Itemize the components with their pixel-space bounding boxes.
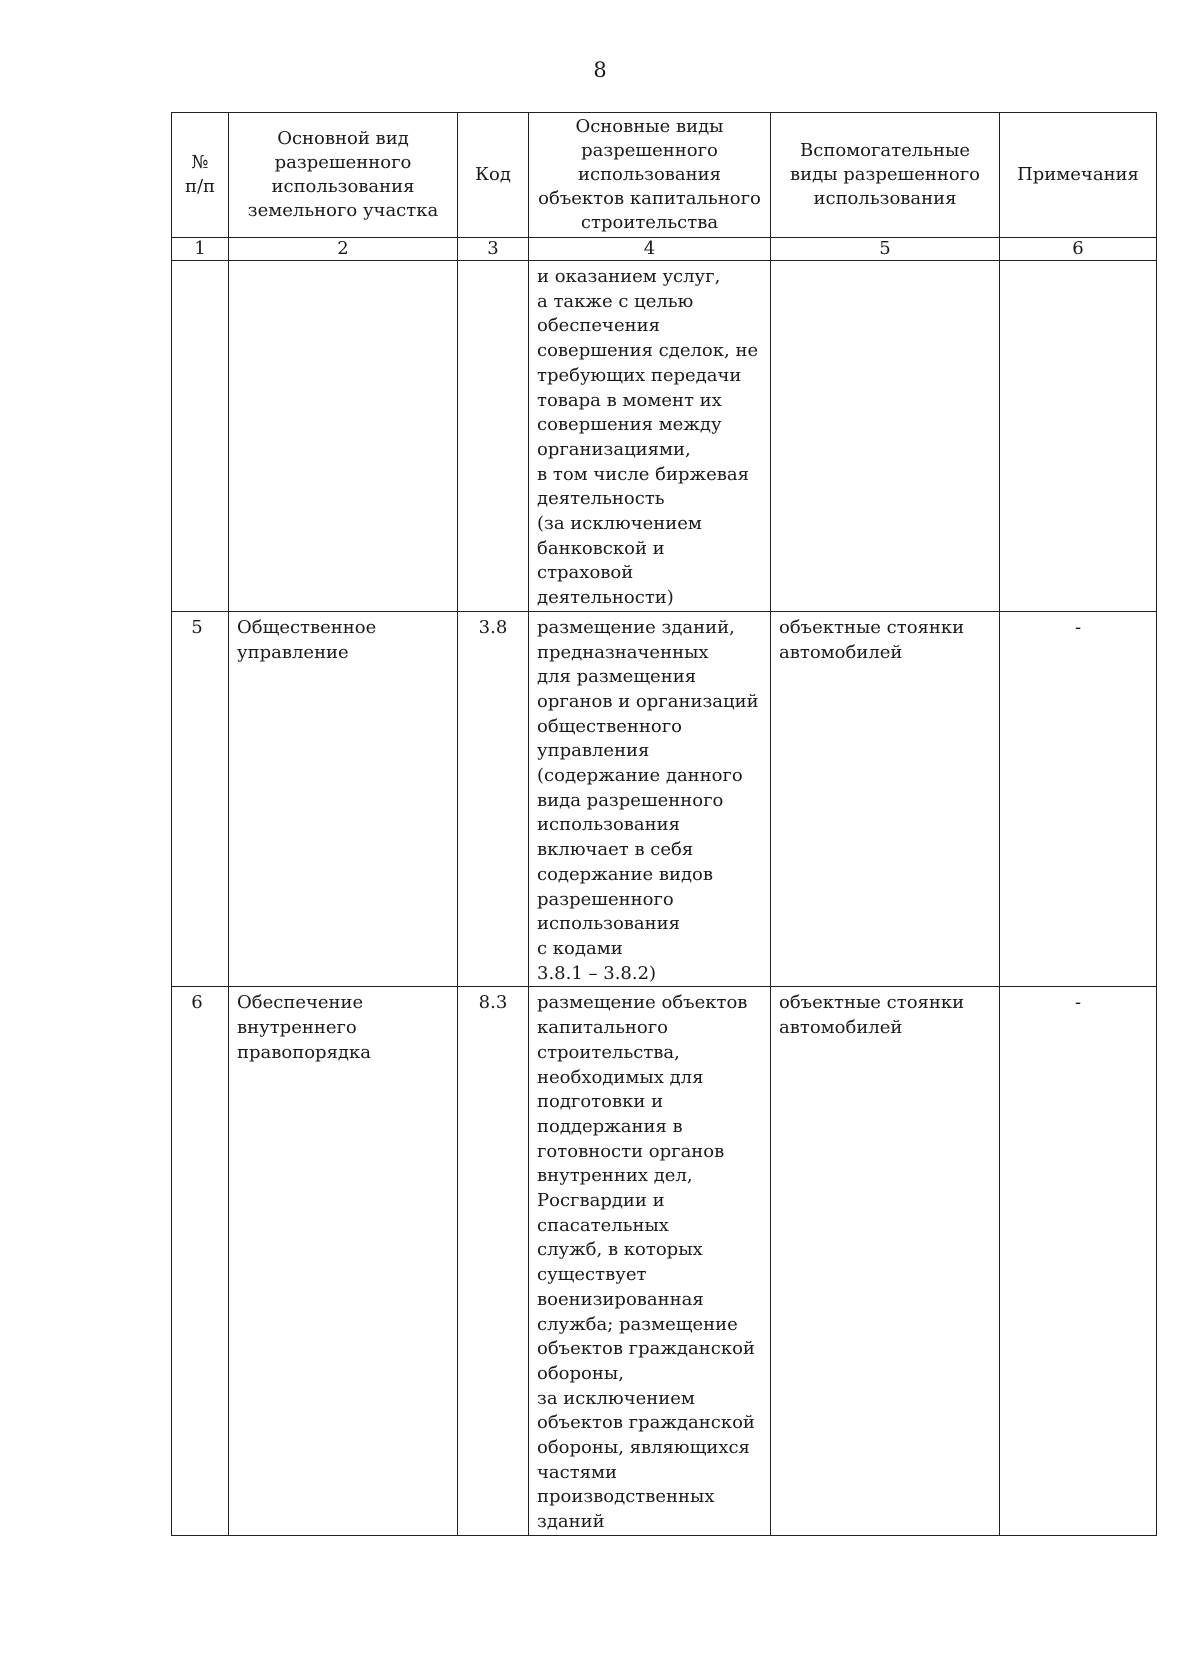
text-line: вида разрешенного xyxy=(537,789,724,811)
header-line: Код xyxy=(475,164,511,185)
header-line: п/п xyxy=(184,176,216,197)
text-line: служб, в которых xyxy=(537,1239,703,1261)
table-row-continuation xyxy=(172,261,1157,612)
text-line: организациями, xyxy=(537,438,691,460)
use-code: 3.8 xyxy=(458,611,529,987)
text-line: служба; размещение xyxy=(537,1313,738,1335)
text-line: объектов гражданской xyxy=(537,1412,755,1434)
text-line: в том числе биржевая xyxy=(537,463,749,485)
text-line: Обеспечение xyxy=(237,992,364,1014)
text-line: обеспечения xyxy=(537,315,660,337)
text-line: совершения сделок, не xyxy=(537,340,759,362)
notes: - xyxy=(1000,611,1157,987)
column-number: 5 xyxy=(771,238,1000,261)
header-row xyxy=(172,113,1157,238)
header-cell xyxy=(458,113,529,238)
use-name xyxy=(229,987,458,1535)
text-line: содержание видов xyxy=(537,863,714,885)
text-line: производственных xyxy=(537,1486,715,1508)
text-line: для размещения xyxy=(537,666,697,688)
header-line: использования xyxy=(271,176,415,197)
text-line: существует xyxy=(537,1264,647,1286)
column-number: 2 xyxy=(229,238,458,261)
text-line: органов и организаций xyxy=(537,690,759,712)
header-cell xyxy=(529,113,771,238)
text-line: страховой xyxy=(537,562,634,584)
header-line: разрешенного xyxy=(581,140,718,161)
auxiliary-uses xyxy=(771,261,1000,612)
column-number: 6 xyxy=(1000,238,1157,261)
main-capital-uses xyxy=(529,987,771,1535)
text-line: объектов гражданской xyxy=(537,1338,755,1360)
notes: - xyxy=(1000,987,1157,1535)
text-line: Росгвардии и xyxy=(537,1190,665,1212)
text-line: предназначенных xyxy=(537,641,709,663)
text-line: деятельность xyxy=(537,488,665,510)
notes xyxy=(1000,261,1157,612)
text-line: необходимых для xyxy=(537,1066,704,1088)
text-line: строительства, xyxy=(537,1041,680,1063)
main-capital-uses xyxy=(529,261,771,612)
main-capital-uses xyxy=(529,611,771,987)
text-line: спасательных xyxy=(537,1214,669,1236)
text-line: с кодами xyxy=(537,937,623,959)
auxiliary-uses xyxy=(771,611,1000,987)
column-number-row xyxy=(172,238,1157,261)
header-line: объектов капитального xyxy=(538,188,761,209)
row-number: 6 xyxy=(172,987,229,1535)
header-line: строительства xyxy=(580,212,719,233)
text-line: правопорядка xyxy=(237,1041,371,1063)
text-line: обороны, xyxy=(537,1362,624,1384)
text-line: за исключением xyxy=(537,1387,695,1409)
text-line: объектные стоянки xyxy=(779,992,965,1014)
text-line: капитального xyxy=(537,1017,669,1039)
header-line: Примечания xyxy=(1017,164,1139,185)
text-line: размещение объектов xyxy=(537,992,748,1014)
text-line: а также с целью xyxy=(537,290,694,312)
text-line: обороны, являющихся xyxy=(537,1437,750,1459)
land-use-table xyxy=(171,112,1157,1536)
header-line: разрешенного xyxy=(274,152,412,173)
text-line: 3.8.1 – 3.8.2) xyxy=(537,962,657,984)
text-line: размещение зданий, xyxy=(537,616,735,638)
text-line: банковской и xyxy=(537,537,665,559)
header-cell xyxy=(771,113,1000,238)
text-line: общественного xyxy=(537,715,682,737)
page-number: 8 xyxy=(593,58,607,82)
header-line: Вспомогательные xyxy=(800,140,970,161)
row-number: 5 xyxy=(172,611,229,987)
text-line: включает в себя xyxy=(537,839,694,861)
text-line: объектные стоянки xyxy=(779,616,965,638)
column-number: 3 xyxy=(458,238,529,261)
text-line: совершения между xyxy=(537,414,722,436)
header-cell xyxy=(229,113,458,238)
header-line: использования xyxy=(577,164,721,185)
text-line: использования xyxy=(537,814,681,836)
text-line: внутреннего xyxy=(237,1017,357,1039)
text-line: зданий xyxy=(537,1511,605,1533)
text-line: разрешенного xyxy=(537,888,674,910)
table-row xyxy=(172,611,1157,987)
text-line: автомобилей xyxy=(779,1017,903,1039)
use-name xyxy=(229,261,458,612)
row-number xyxy=(172,261,229,612)
text-line: подготовки и xyxy=(537,1091,664,1113)
use-code xyxy=(458,261,529,612)
column-number: 4 xyxy=(529,238,771,261)
header-line: Основной вид xyxy=(277,128,409,149)
text-line: требующих передачи xyxy=(537,364,742,386)
header-line: земельного участка xyxy=(247,200,439,221)
text-line: внутренних дел, xyxy=(537,1165,693,1187)
auxiliary-uses xyxy=(771,987,1000,1535)
text-line: готовности органов xyxy=(537,1140,725,1162)
text-line: Общественное xyxy=(237,616,377,638)
header-line: № xyxy=(191,152,209,173)
text-line: управления xyxy=(537,740,650,762)
header-line: использования xyxy=(813,188,957,209)
text-line: (содержание данного xyxy=(537,765,743,787)
text-line: (за исключением xyxy=(537,513,702,535)
use-name xyxy=(229,611,458,987)
header-line: Основные виды xyxy=(575,116,724,137)
text-line: управление xyxy=(237,641,349,663)
header-cell xyxy=(1000,113,1157,238)
column-number: 1 xyxy=(172,238,229,261)
text-line: поддержания в xyxy=(537,1115,683,1137)
header-line: виды разрешенного xyxy=(790,164,980,185)
text-line: частями xyxy=(537,1461,618,1483)
use-code: 8.3 xyxy=(458,987,529,1535)
text-line: и оказанием услуг, xyxy=(537,266,721,287)
text-line: товара в момент их xyxy=(537,389,722,411)
table-row xyxy=(172,987,1157,1535)
header-cell xyxy=(172,113,229,238)
text-line: использования xyxy=(537,913,681,935)
text-line: деятельности) xyxy=(537,587,674,609)
text-line: военизированная xyxy=(537,1288,704,1310)
text-line: автомобилей xyxy=(779,641,903,663)
